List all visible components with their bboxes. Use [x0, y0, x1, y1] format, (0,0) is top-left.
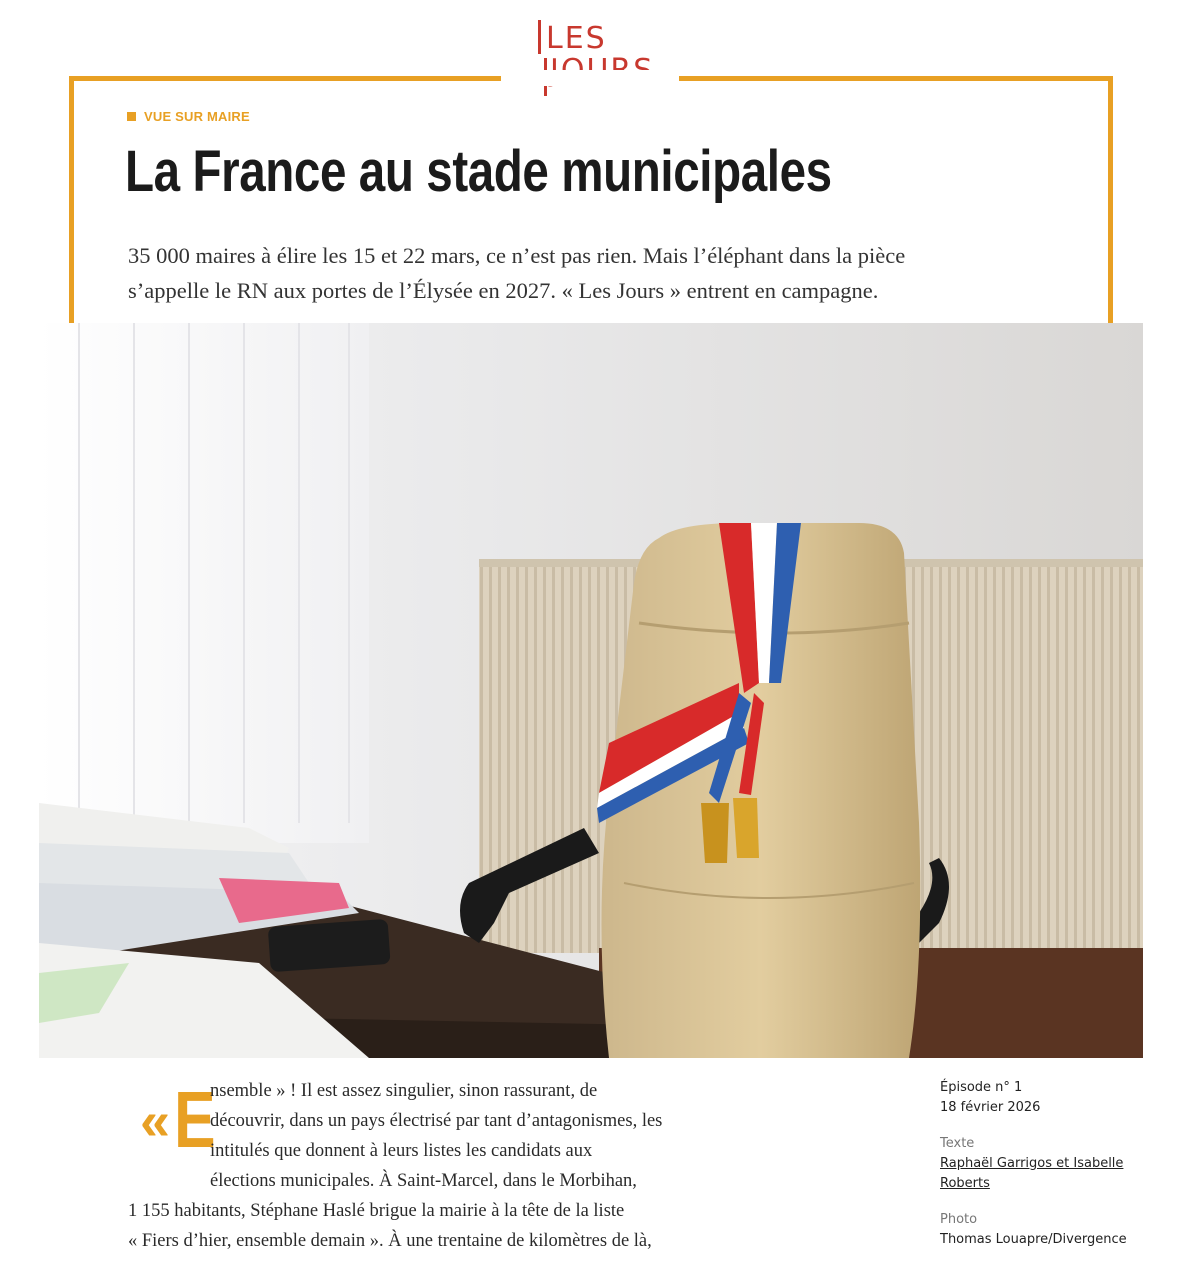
- authors-line: Roberts: [940, 1176, 990, 1191]
- kicker[interactable]: [127, 109, 250, 124]
- frame-gap: [501, 70, 679, 86]
- article-body: [128, 1076, 748, 1256]
- authors-line: Raphaël Garrigos et Isabelle: [940, 1156, 1124, 1171]
- photo-credit-block: [940, 1210, 1170, 1250]
- chair-with-sash-illustration: [39, 323, 1143, 1058]
- kicker-label: VUE SUR MAIRE: [144, 109, 250, 124]
- hero-photo: [39, 323, 1143, 1058]
- episode-block: [940, 1078, 1170, 1118]
- drop-cap-letter: E: [174, 1075, 216, 1164]
- logo-text-line1: LES: [546, 21, 607, 56]
- standfirst-line: s’appelle le RN aux portes de l’Élysée en 2027. « Les Jours » entrent en campagne.: [128, 278, 879, 303]
- publish-date: 18 février 2026: [940, 1100, 1041, 1115]
- drop-cap-guillemet: «: [140, 1091, 171, 1151]
- standfirst-line: 35 000 maires à élire les 15 et 22 mars, ce n’est pas rien. Mais l’éléphant dans la pièce: [128, 243, 906, 268]
- article-line: 1 155 habitants, Stéphane Haslé brigue la mairie à la tête de la liste: [128, 1201, 625, 1221]
- kicker-square-icon: [127, 112, 136, 121]
- article-line: « Fiers d’hier, ensemble demain ». À une trentaine de kilomètres de là,: [128, 1231, 652, 1251]
- authors-block: [940, 1134, 1170, 1194]
- photo-credit: Thomas Louapre/Divergence: [940, 1232, 1127, 1247]
- authors-link[interactable]: [940, 1156, 1123, 1191]
- page-title: La France au stade municipales: [125, 139, 832, 204]
- article-line: nsemble » ! Il est assez singulier, sinon rassurant, de: [210, 1081, 598, 1101]
- episode-number: Épisode n° 1: [940, 1080, 1023, 1095]
- article-line: intitulés que donnent à leurs listes les candidats aux: [210, 1141, 593, 1161]
- photo-label: Photo: [940, 1212, 978, 1227]
- article-line: élections municipales. À Saint-Marcel, dans le Morbihan,: [210, 1171, 637, 1191]
- logo-bar-vertical: [538, 20, 541, 54]
- text-label: Texte: [940, 1136, 975, 1151]
- standfirst: [128, 238, 1058, 308]
- article-line: découvrir, dans un pays électrisé par tant d’antagonismes, les: [210, 1111, 663, 1131]
- article-meta: [940, 1078, 1170, 1262]
